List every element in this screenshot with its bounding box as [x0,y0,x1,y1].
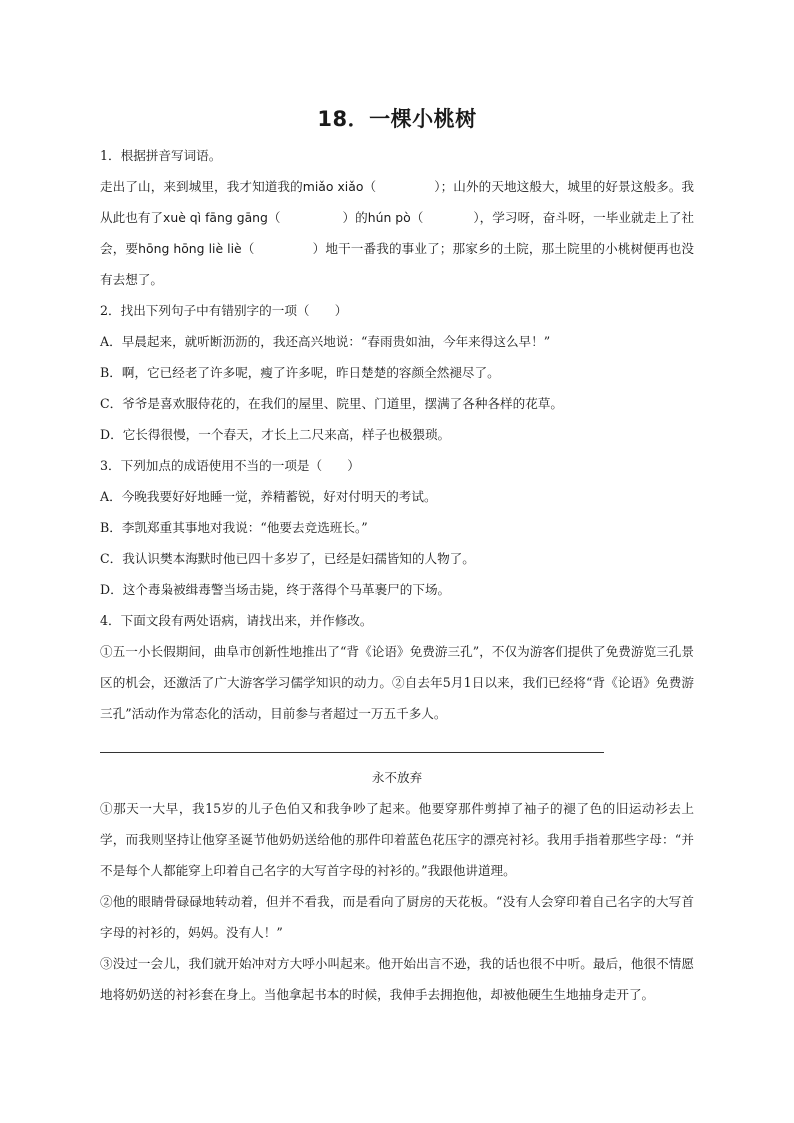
passage-paragraph-3: ③没过一会儿，我们就开始冲对方大呼小叫起来。他开始出言不逊，我的话也很不中听。最后，他很不情愿地将奶奶送的衬衫套在身上。当他拿起书本的时候，我伸手去拥抱他，却被他硬生生地抽身走开了。 [100,956,694,1002]
q2-heading: 2．找出下列句子中有错别字的一项（ ） [100,303,348,318]
q3-option-c: C．我认识樊本海默时他已四十多岁了，已经是妇孺皆知的人物了。 [100,551,475,566]
q2-option-a: A．早晨起来，就听断沥沥的，我还高兴地说：“春雨贵如油，今年来得这么早！” [100,334,551,349]
q4-text: ①五一小长假期间，曲阜市创新性地推出了“背《论语》免费游三孔”，不仅为游客们提供了免费游览三孔景区的机会，还激活了广大游客学习儒学知识的动力。②自去年5月1日以来，我们已经将“背《论语》免费游三孔”活动作为常态化的活动，目前参与者超过一万五千多人。 [100,644,694,721]
q1-heading: 1．根据拼音写词语。 [100,148,222,163]
q1-pinyin-3: hún pò [367,210,411,225]
q1-pinyin-2: xuè qì fāng gāng [163,210,268,225]
q3-heading: 3．下列加点的成语使用不当的一项是（ ） [100,458,360,473]
q3-option-a: A．今晚我要好好地睡一觉，养精蓄锐，好对付明天的考试。 [100,489,437,504]
q1-text-5: ）的 [342,210,368,225]
q1-text-7: ），学习呀，奋斗呀，一毕业就走上了社会，要 [100,210,694,256]
q1-text-4: （ [267,210,281,225]
q1-text-8: （ [241,241,255,256]
q1-text-1: 走出了山，来到城里，我才知道我的 [100,179,303,194]
section-divider [100,752,604,753]
passage-title: 永不放弃 [371,770,423,785]
passage-paragraph-2: ②他的眼睛骨碌碌地转动着，但并不看我，而是看向了厨房的天花板。“没有人会穿印着自己名字的大写首字母的衬衫的，妈妈。没有人！” [100,894,694,940]
q3-option-b: B．李凯郑重其事地对我说：“他要去竞选班长。” [100,520,368,535]
exercise-section [100,140,694,729]
q1-text-3: ）；山外的天地这般大，城里的好景这般多。我从此也有了 [100,179,695,225]
q1-paragraph [100,171,694,295]
q3-option-d: D．这个毒枭被缉毒警当场击毙，终于落得个马革裹尸的下场。 [100,582,451,597]
q1-pinyin-4: hōng hōng liè liè [138,241,242,256]
q4-heading: 4．下面文段有两处语病，请找出来，并作修改。 [100,613,373,628]
q1-text-9: ）地干一番我的事业了；那家乡的土院，那土院里的小桃树便再也没有去想了。 [100,241,695,287]
reading-passage [100,762,694,1010]
q1-pinyin-1: miǎo xiǎo [302,179,364,194]
page-title: 18．一棵小桃树 [317,107,477,131]
q2-option-c: C．爷爷是喜欢服侍花的，在我们的屋里、院里、门道里，摆满了各种各样的花草。 [100,396,564,411]
q1-text-2: （ [363,179,377,194]
passage-paragraph-1: ①那天一大早，我15岁的儿子色伯又和我争吵了起来。他要穿那件剪掉了袖子的褪了色的旧运动衫去上学，而我则坚持让他穿圣诞节他奶奶送给他的那件印着蓝色花压字的漂亮衬衫。我用手指着那些字母：“并不是每个人都能穿上印着自己名字的大写首字母的衬衫的。”我跟他讲道理。 [100,801,694,878]
q2-option-d: D．它长得很慢，一个春天，才长上二尺来高，样子也极猥琐。 [100,427,451,442]
q1-text-6: （ [410,210,424,225]
q2-option-b: B．啊，它已经老了许多呢，瘦了许多呢，昨日楚楚的容颜全然褪尽了。 [100,365,500,380]
